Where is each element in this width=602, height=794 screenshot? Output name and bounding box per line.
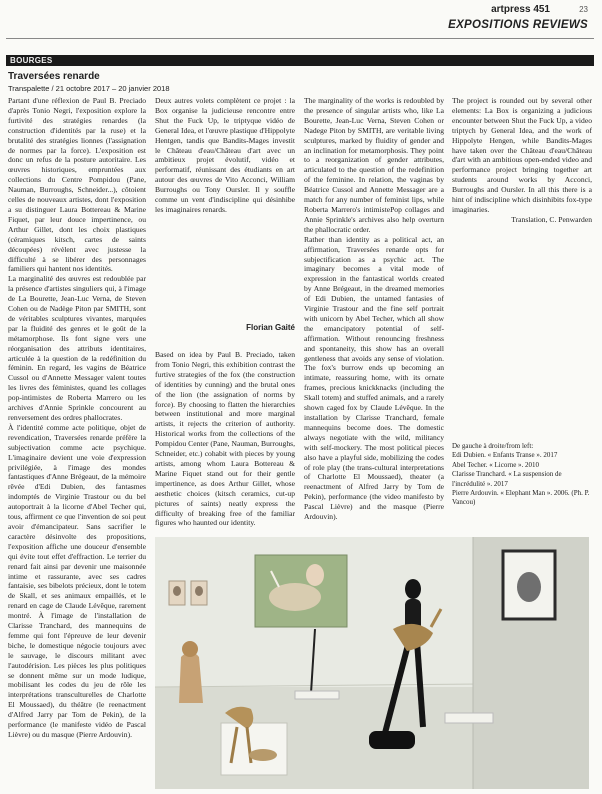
credit-line: Clarisse Tranchard. « La suspension de l'incrédulité ». 2017 [452,470,562,488]
credit-line: Abel Techer. « Licorne ». 2010 [452,460,540,469]
brand-name: artpress [491,4,531,15]
author-signature: Florian Gaité [246,323,295,332]
english-text-column-3 [452,96,592,436]
pedestal [221,723,287,775]
installation-photo [155,537,589,789]
installation-photo-drawing [155,537,589,789]
credit-line: Edi Dubien. « Enfants Transe ». 2017 [452,451,558,460]
credits-heading: De gauche à droite/from left: [452,442,534,450]
english-paragraph: The project is rounded out by several other elements: La Box is organizing a judicious encounter between Shut the Fuck Up, a video triptych by General Idea, and the work of Hippolyte Hengen, while Bandits-Mages have taken over the Château d'eau/Château d'art with an ambitious open-ended video and performance project bringing together art students around works by Acconci, Burroughs and Oursler. In all this there is a hint of indiscipline which disinhibits fox-type imaginaries. [452,96,592,214]
issue-number: 451 [533,4,550,15]
photo-credits [452,442,592,508]
french-paragraph: Partant d'une réflexion de Paul B. Preciado d'après Tonio Negri, l'exposition explore la furtivité des stratégies renardes (la construction d'identités par la ruse) et la brutalité des stratégies lionnes (l'assignation de normes par la force). L'exposition est donc un refus de la posture autoritaire. Les œuvres historiques, empruntées aux collections du Centre Pompidou (Pane, Nauman, Burroughs, Schneider...), côtoient celles de nouveaux artistes, dont l'exposition a su distinguer Laura Bottereau & Marine Fiquet, par leur douce impertinence, ou Arthur Gillet, dont les choix plastiques (céramiques kitsch, cartes de saints découpées) révèlent avec justesse la difficulté à se libérer des personnages familiers qui hantent nos identités. [8,96,146,274]
exhibition-meta: Transpalette / 21 octobre 2017 – 20 janvier 2018 [8,84,170,93]
masthead [0,4,602,18]
english-paragraph: Rather than identity as a political act, an affirmation, Traversées renarde opts for subjectification as a psychic act. The imaginary becomes a vital mode of expression in the fantastical worlds created by Anne Brégeaut, in the dreamed memories of Edi Dubien, the untamed fantasies of Virginie Trastour and the fine self portrait with unicorn by Abel Techer, which all show the emancipatory potential of self-affirmation. Without renouncing freshness and spontaneity, this show has an overall gentleness that avoids any sense of violation. The fox's burrow ends up becoming an intimate, reassuring home, with its ornate frames, precious knickknacks (including the Skall totem) and stuffed animals, and a rarely shown caged fox by Claude Lévêque. In the installation by Clarisse Tranchard, female mannequins become does. The domestic always negotiate with the wild, militancy with self-mockery. The most political pieces also have a playful side, mobilizing the codes of role play (the trans-cultural interpretations of Charlotte El Moussaed), theater (a reenactment of Alfred Jarry by Tom de Pekin), performance (the video manifesto by Pascal Lièvre) and the masque (Pierre Ardouvin). [304,234,444,522]
english-text-column-2 [304,96,444,533]
page-number: 23 [579,5,588,14]
region-label: BOURGES [10,56,53,65]
mannequin [405,579,421,599]
english-text-column-1 [155,350,295,535]
translator-credit: Translation, C. Penwarden [511,214,592,224]
region-bar [6,55,594,66]
english-paragraph: The marginality of the works is redoubled by the presence of singular artists who, like La Bourette, Jean-Luc Verna, Steven Cohen or Nadege Piton by SMITH, are veritable living sculptures, marked by fluidity of gender and an inclination for metamorphosis. They point to a reorganization of gender attributes, articulated to the question of the redefinition of the feminine. In relation, the vaginas by Béatrice Cussol and Annette Messager are a match for any number of feminist lips, while Roberta Marrero's intimistePop collages and Annie Sprinkle's archives also help overturn the phallocratic order. [304,96,444,234]
french-text-column-1 [8,96,146,790]
french-paragraph: À l'identité comme acte politique, objet de revendication, Traversées renarde préfère la subjectivation comme acte psychique. L'imaginaire devient une voie d'expression privilégiée, à l'image des mondes fantastiques d'Anne Brégeaut, de la mémoire rêvée d'Edi Dubien, des fantasmes indomptés de Virginie Trastour ou du bel autoportrait à la licorne d'Abel Techer qui, tous, affirment ce que l'invention de soi peut avoir d'émancipateur. Sans sacrifier le caractère désinvolte des propositions, l'exposition affiche une douceur d'ensemble qui évite tout effet d'effraction. Le terrier du renard fait ainsi par devenir une maisonnée intime et rassurante, avec ses cadres fantaisie, ses bibelots précieux, dont le totem de Skall, et ses animaux empaillés, et le renard en cage de Claude Lévêque, rarement montré. À l'image de l'installation de Clarisse Tranchard, des mannequins de femme qui font l'épreuve de leur devenir biche, le domestique négocie toujours avec le sauvage, le discours militant avec l'autodérision. Les pièces les plus politiques se donnent même sur un mode ludique, mobilisant les codes du jeu de rôle les interprétations transculturelles de Charlotte El Moussaed), du théâtre (le reenactment d'Alfred Jarry par Tom de Pekin), de la performance (le manifeste vidéo de Pascal Lièvre) ou du masque (Pierre Ardouvin). [8,422,146,739]
french-text-column-2 [155,96,295,336]
header-rule [6,38,594,39]
english-paragraph: Based on idea by Paul B. Preciado, taken from Tonio Negri, this exhibition contrast the furtive strategies of the fox (the construction of identities by cunning) and the brutal ones of the lion (the assignation of norms by force). By choosing to flatten the hierarchies between institutional and more marginal artists, it rejects the criterion of authority. Historical works from the collections of the Pompidou Center (Pane, Nauman, Burroughs, Schneider, etc.) cohabit with pieces by young artists, among whom Laura Bottereau & Marine Fiquet stand out for their gentle impertinence, as does Arthur Gillet, whose aesthetic choices (kitsch ceramics, cut-up pictures of saints) neatly express the difficulty of breaking free of the familiar figures who haunted our identity. [155,350,295,528]
french-paragraph: Deux autres volets complètent ce projet : la Box organise la judicieuse rencontre entre Shut the Fuck Up, le triptyque vidéo de General Idea, et l'œuvre plastique d'Hippolyte Hentgen, tandis que Bandits-Mages investit le Château d'eau/Château d'art avec un ambitieux projet évolutif, vidéo et performatif, réunissant des étudiants en art autour des œuvres de Vito Acconci, William Burroughs ou Tony Oursler. Il y souffle comme un vent d'indiscipline qui désinhibe les imaginaires renards. [155,96,295,214]
exhibition-title: Traversées renarde [8,71,100,82]
credit-line: Pierre Ardouvin. « Elephant Man ». 2006. (Ph. P. Vancou) [452,489,590,507]
french-paragraph: La marginalité des œuvres est redoublée par la présence d'artistes singuliers qui, à l'image de La Bourette, Jean-Luc Verna, de Steven Cohen ou de Nadège Piton par SMITH, sont de véritables sculptures vivantes, marquées par la fluidité des genres et le goût de la métamorphose. Ils font signe vers une réorganisation des attributs identitaires, articulée à la question de la redéfinition du féminin. En regard, les vagins de Béatrice Cussol ou d'Annette Messager valent toutes les livres des féministes, quand les collages pop-intimistes de Roberta Marrero ou les archives d'Annie Sprinkle concourent au renversement des ordres phallocrates. [8,274,146,422]
section-heading: EXPOSITIONS REVIEWS [448,19,588,31]
magazine-brand [491,4,550,15]
